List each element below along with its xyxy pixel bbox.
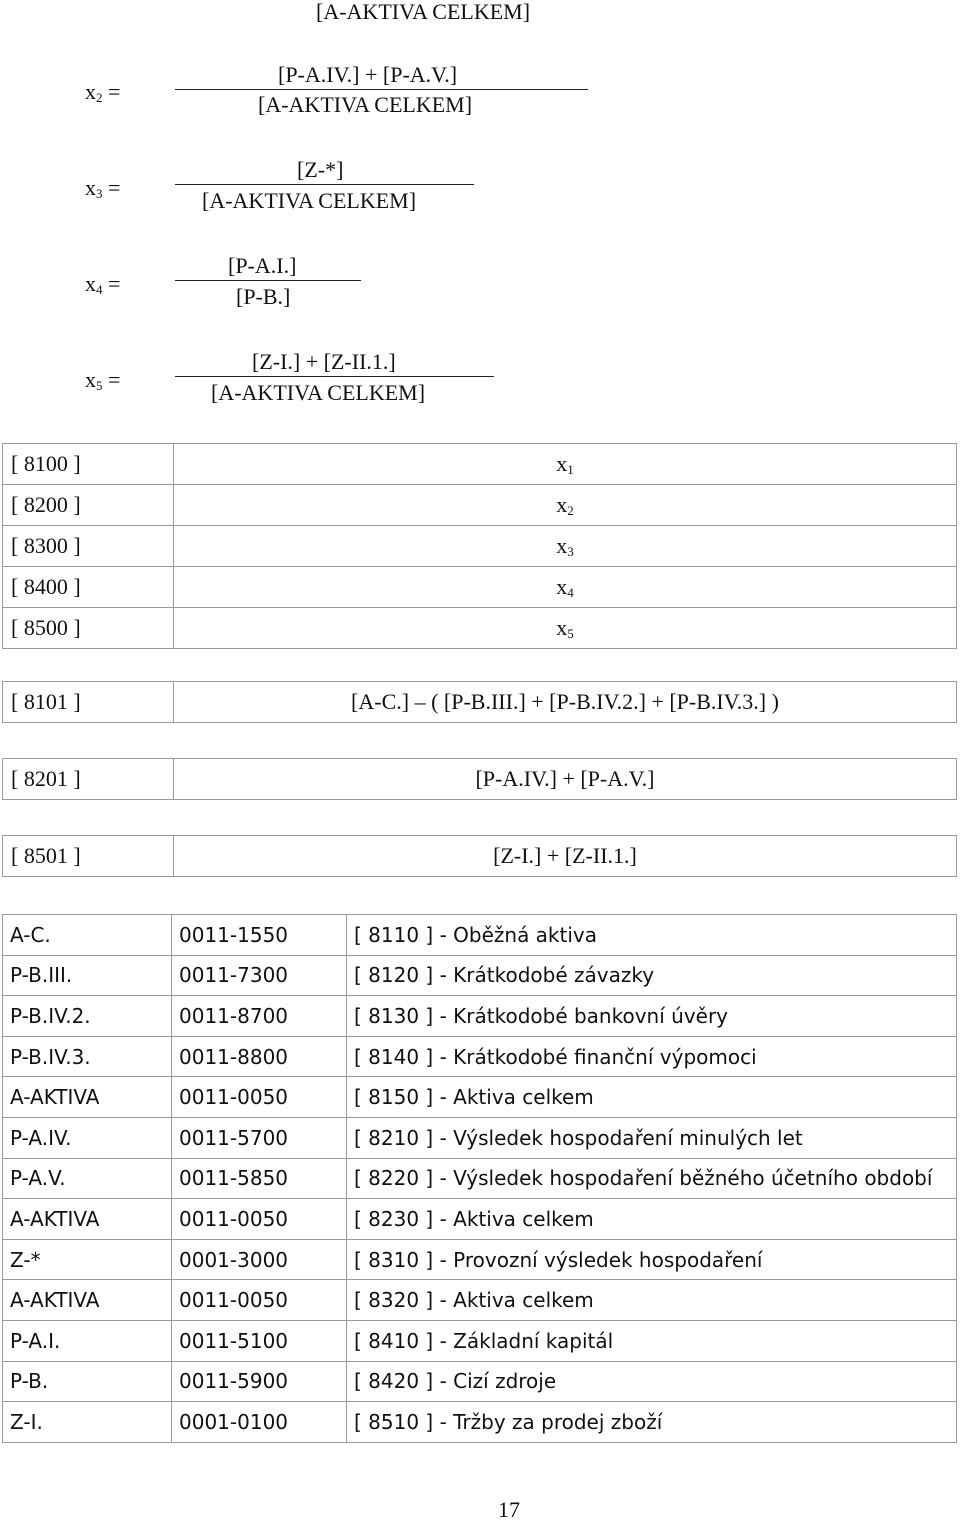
abbreviation-cell: A-AKTIVA (3, 1077, 172, 1118)
variable-name: x (556, 533, 568, 558)
code-cell: [ 8200 ] (3, 485, 174, 526)
formula-var: x (85, 367, 96, 392)
variable-name: x (556, 615, 568, 640)
variable-cell (174, 608, 957, 649)
row-range-cell: 0011-5700 (172, 1117, 347, 1158)
formula-denominator-x2: [A-AKTIVA CELKEM] (258, 92, 473, 117)
code-cell: [ 8100 ] (3, 444, 174, 485)
formula-denominator-x4: [P-B.] (236, 284, 291, 309)
description-cell: [ 8150 ] - Aktiva celkem (347, 1077, 957, 1118)
fraction-bar (175, 184, 474, 185)
expression-table-8501 (2, 835, 957, 877)
page-number: 17 (498, 1497, 520, 1522)
table-row (3, 1280, 957, 1321)
abbreviation-cell: P-B.IV.3. (3, 1036, 172, 1077)
description-cell: [ 8120 ] - Krátkodobé závazky (347, 955, 957, 996)
row-range-cell: 0001-3000 (172, 1239, 347, 1280)
abbreviation-cell: A-AKTIVA (3, 1280, 172, 1321)
table-row (3, 608, 957, 649)
abbreviation-cell: A-C. (3, 915, 172, 956)
formula-sub: 3 (96, 186, 103, 201)
abbreviation-cell: A-AKTIVA (3, 1199, 172, 1240)
formula-var: x (85, 79, 96, 104)
table-row (3, 485, 957, 526)
variable-name: x (556, 574, 568, 599)
table-row (3, 1117, 957, 1158)
variable-cell (174, 485, 957, 526)
row-range-cell: 0011-5850 (172, 1158, 347, 1199)
description-cell: [ 8130 ] - Krátkodobé bankovní úvěry (347, 996, 957, 1037)
variable-sub: 3 (567, 544, 574, 559)
description-cell: [ 8320 ] - Aktiva celkem (347, 1280, 957, 1321)
variable-sub: 2 (567, 503, 574, 518)
description-cell: [ 8420 ] - Cizí zdroje (347, 1361, 957, 1402)
mapping-table (2, 914, 957, 1443)
abbreviation-cell: P-A.I. (3, 1320, 172, 1361)
row-range-cell: 0011-0050 (172, 1199, 347, 1240)
formula-var: x (85, 271, 96, 296)
table-row (3, 1361, 957, 1402)
abbreviation-cell: P-B. (3, 1361, 172, 1402)
variable-cell (174, 567, 957, 608)
formula-sub: 2 (96, 90, 103, 105)
description-cell: [ 8110 ] - Oběžná aktiva (347, 915, 957, 956)
formula-label-x5 (85, 368, 120, 392)
row-range-cell: 0011-1550 (172, 915, 347, 956)
code-cell: [ 8400 ] (3, 567, 174, 608)
code-cell: [ 8201 ] (3, 759, 174, 800)
formula-sub: 4 (96, 282, 103, 297)
table-row (3, 1077, 957, 1118)
row-range-cell: 0011-5100 (172, 1320, 347, 1361)
formula-numerator-x2: [P-A.IV.] + [P-A.V.] (278, 62, 458, 87)
abbreviation-cell: P-B.IV.2. (3, 996, 172, 1037)
expression-table-8201 (2, 758, 957, 800)
expression-cell: [Z-I.] + [Z-II.1.] (174, 836, 957, 877)
table-row (3, 526, 957, 567)
formula-eq: = (102, 271, 121, 296)
formula-numerator-x5: [Z-I.] + [Z-II.1.] (252, 349, 396, 374)
table-row (3, 759, 957, 800)
variable-sub: 4 (567, 585, 574, 600)
row-range-cell: 0001-0100 (172, 1402, 347, 1443)
abbreviation-cell: Z-* (3, 1239, 172, 1280)
abbreviation-cell: P-B.III. (3, 955, 172, 996)
expression-table-8101 (2, 681, 957, 723)
formula-eq: = (102, 367, 121, 392)
code-cell: [ 8101 ] (3, 682, 174, 723)
table-row (3, 567, 957, 608)
description-cell: [ 8210 ] - Výsledek hospodaření minulých let (347, 1117, 957, 1158)
table-row (3, 955, 957, 996)
fraction-bar (175, 89, 588, 90)
code-cell: [ 8501 ] (3, 836, 174, 877)
row-range-cell: 0011-8700 (172, 996, 347, 1037)
abbreviation-cell: P-A.IV. (3, 1117, 172, 1158)
formula-label-x2 (85, 80, 120, 104)
code-cell: [ 8300 ] (3, 526, 174, 567)
code-variable-table (2, 443, 957, 649)
abbreviation-cell: P-A.V. (3, 1158, 172, 1199)
formula-numerator-x4: [P-A.I.] (228, 253, 297, 278)
variable-cell (174, 444, 957, 485)
variable-cell (174, 526, 957, 567)
row-range-cell: 0011-5900 (172, 1361, 347, 1402)
description-cell: [ 8310 ] - Provozní výsledek hospodaření (347, 1239, 957, 1280)
formula-label-x3 (85, 176, 120, 200)
description-cell: [ 8140 ] - Krátkodobé finanční výpomoci (347, 1036, 957, 1077)
code-cell: [ 8500 ] (3, 608, 174, 649)
variable-name: x (556, 451, 568, 476)
variable-sub: 5 (567, 626, 574, 641)
variable-sub: 1 (567, 462, 574, 477)
abbreviation-cell: Z-I. (3, 1402, 172, 1443)
row-range-cell: 0011-0050 (172, 1280, 347, 1321)
table-row (3, 836, 957, 877)
description-cell: [ 8410 ] - Základní kapitál (347, 1320, 957, 1361)
formula-numerator-x3: [Z-*] (297, 157, 344, 182)
row-range-cell: 0011-7300 (172, 955, 347, 996)
header-denominator: [A-AKTIVA CELKEM] (316, 0, 531, 24)
row-range-cell: 0011-8800 (172, 1036, 347, 1077)
table-row (3, 444, 957, 485)
description-cell: [ 8220 ] - Výsledek hospodaření běžného účetního období (347, 1158, 957, 1199)
fraction-bar (175, 280, 361, 281)
table-row (3, 682, 957, 723)
table-row (3, 1320, 957, 1361)
fraction-bar (175, 376, 494, 377)
table-row (3, 996, 957, 1037)
table-row (3, 1402, 957, 1443)
row-range-cell: 0011-0050 (172, 1077, 347, 1118)
expression-cell: [A-C.] – ( [P-B.III.] + [P-B.IV.2.] + [P-B.IV.3.] ) (174, 682, 957, 723)
formula-denominator-x5: [A-AKTIVA CELKEM] (211, 380, 426, 405)
formula-eq: = (102, 79, 121, 104)
table-row (3, 1036, 957, 1077)
table-row (3, 1199, 957, 1240)
table-row (3, 1158, 957, 1199)
table-row (3, 915, 957, 956)
formula-eq: = (102, 175, 121, 200)
description-cell: [ 8230 ] - Aktiva celkem (347, 1199, 957, 1240)
formula-label-x4 (85, 272, 120, 296)
description-cell: [ 8510 ] - Tržby za prodej zboží (347, 1402, 957, 1443)
formula-denominator-x3: [A-AKTIVA CELKEM] (202, 188, 417, 213)
variable-name: x (556, 492, 568, 517)
formula-sub: 5 (96, 378, 103, 393)
formula-var: x (85, 175, 96, 200)
expression-cell: [P-A.IV.] + [P-A.V.] (174, 759, 957, 800)
table-row (3, 1239, 957, 1280)
